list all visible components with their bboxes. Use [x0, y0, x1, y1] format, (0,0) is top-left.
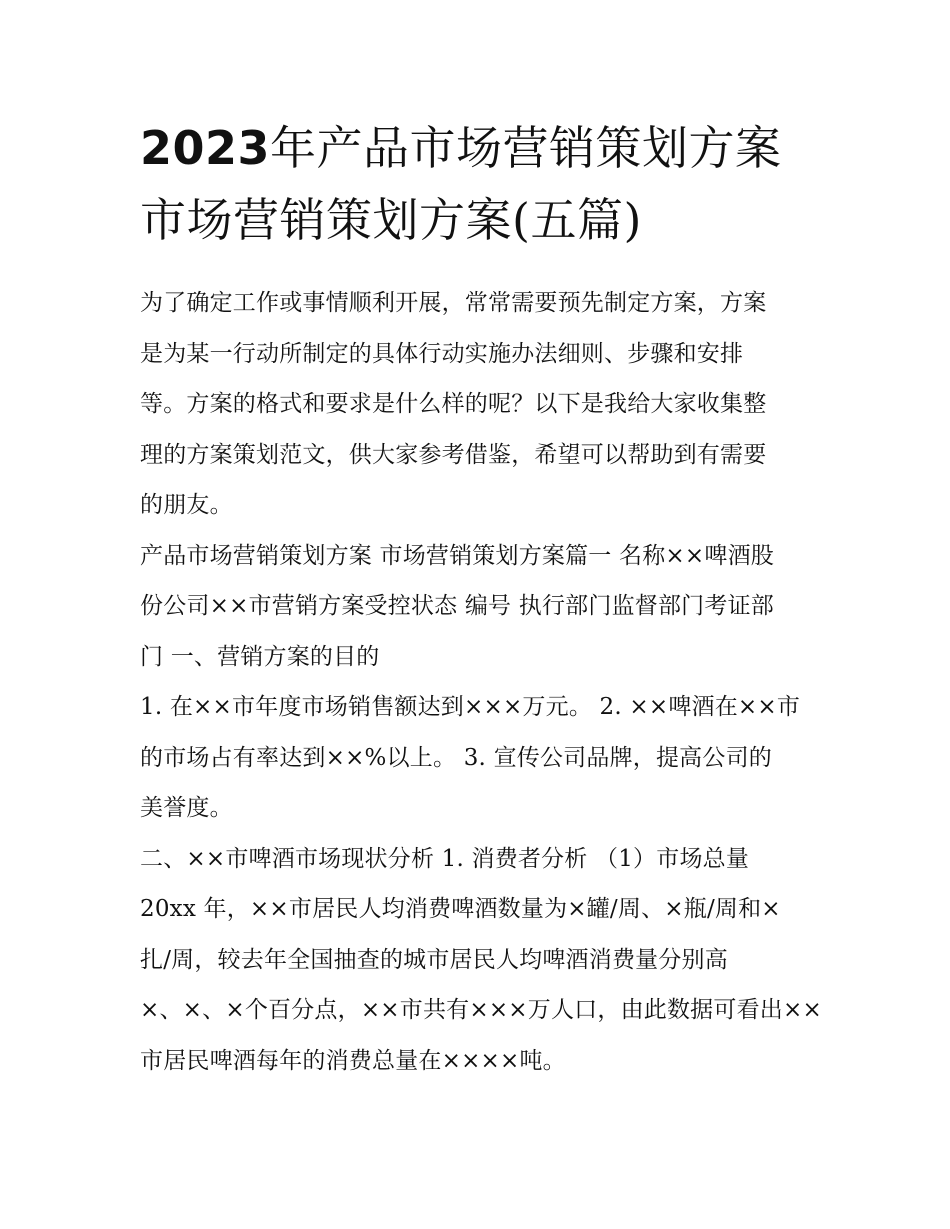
paragraph-intro: [140, 278, 820, 531]
paragraph-line: ×、×、×个百分点，××市共有×××万人口，由此数据可看出××: [140, 997, 822, 1023]
paragraph-line: 等。方案的格式和要求是什么样的呢？以下是我给大家收集整: [140, 391, 767, 417]
title-line-1: [140, 112, 820, 184]
paragraph-line: 扎/周，较去年全国抽查的城市居民人均啤酒消费量分别高: [140, 946, 728, 973]
paragraph-goals: [140, 682, 820, 834]
paragraph-line: 份公司××市营销方案受控状态 编号 执行部门监督部门考证部: [140, 593, 774, 619]
paragraph-line: 1. 在××市年度市场销售额达到×××万元。 2. ××啤酒在××市: [140, 694, 801, 720]
paragraph-line: 是为某一行动所制定的具体行动实施办法细则、步骤和安排: [140, 340, 744, 367]
paragraph-line: 为了确定工作或事情顺利开展，常常需要预先制定方案，方案: [140, 290, 767, 316]
paragraph-line: 的市场占有率达到××%以上。 3. 宣传公司品牌，提高公司的: [140, 744, 772, 771]
document-title: [140, 112, 820, 256]
paragraph-line: 市居民啤酒每年的消费总量在××××吨。: [140, 1047, 566, 1074]
title-line-2: 市场营销策划方案(五篇): [140, 193, 642, 247]
paragraph-line: 理的方案策划范文，供大家参考借鉴，希望可以帮助到有需要: [140, 441, 767, 468]
paragraph-line: 门 一、营销方案的目的: [140, 643, 380, 670]
paragraph-header-info: [140, 531, 820, 683]
title-year: 2023: [140, 121, 271, 175]
paragraph-line: 二、××市啤酒市场现状分析 1. 消费者分析 （1）市场总量: [140, 845, 750, 872]
paragraph-market-analysis: [140, 834, 820, 1087]
paragraph-line: 20xx 年，××市居民人均消费啤酒数量为×罐/周、×瓶/周和×: [140, 896, 781, 922]
paragraph-line: 产品市场营销策划方案 市场营销策划方案篇一 名称××啤酒股: [140, 542, 774, 569]
paragraph-line: 的朋友。: [140, 492, 233, 518]
paragraph-line: 美誉度。: [140, 795, 233, 821]
title-line-1-text: 年产品市场营销策划方案: [270, 121, 782, 175]
document-body: [140, 278, 820, 1086]
document-page: [140, 112, 820, 1086]
